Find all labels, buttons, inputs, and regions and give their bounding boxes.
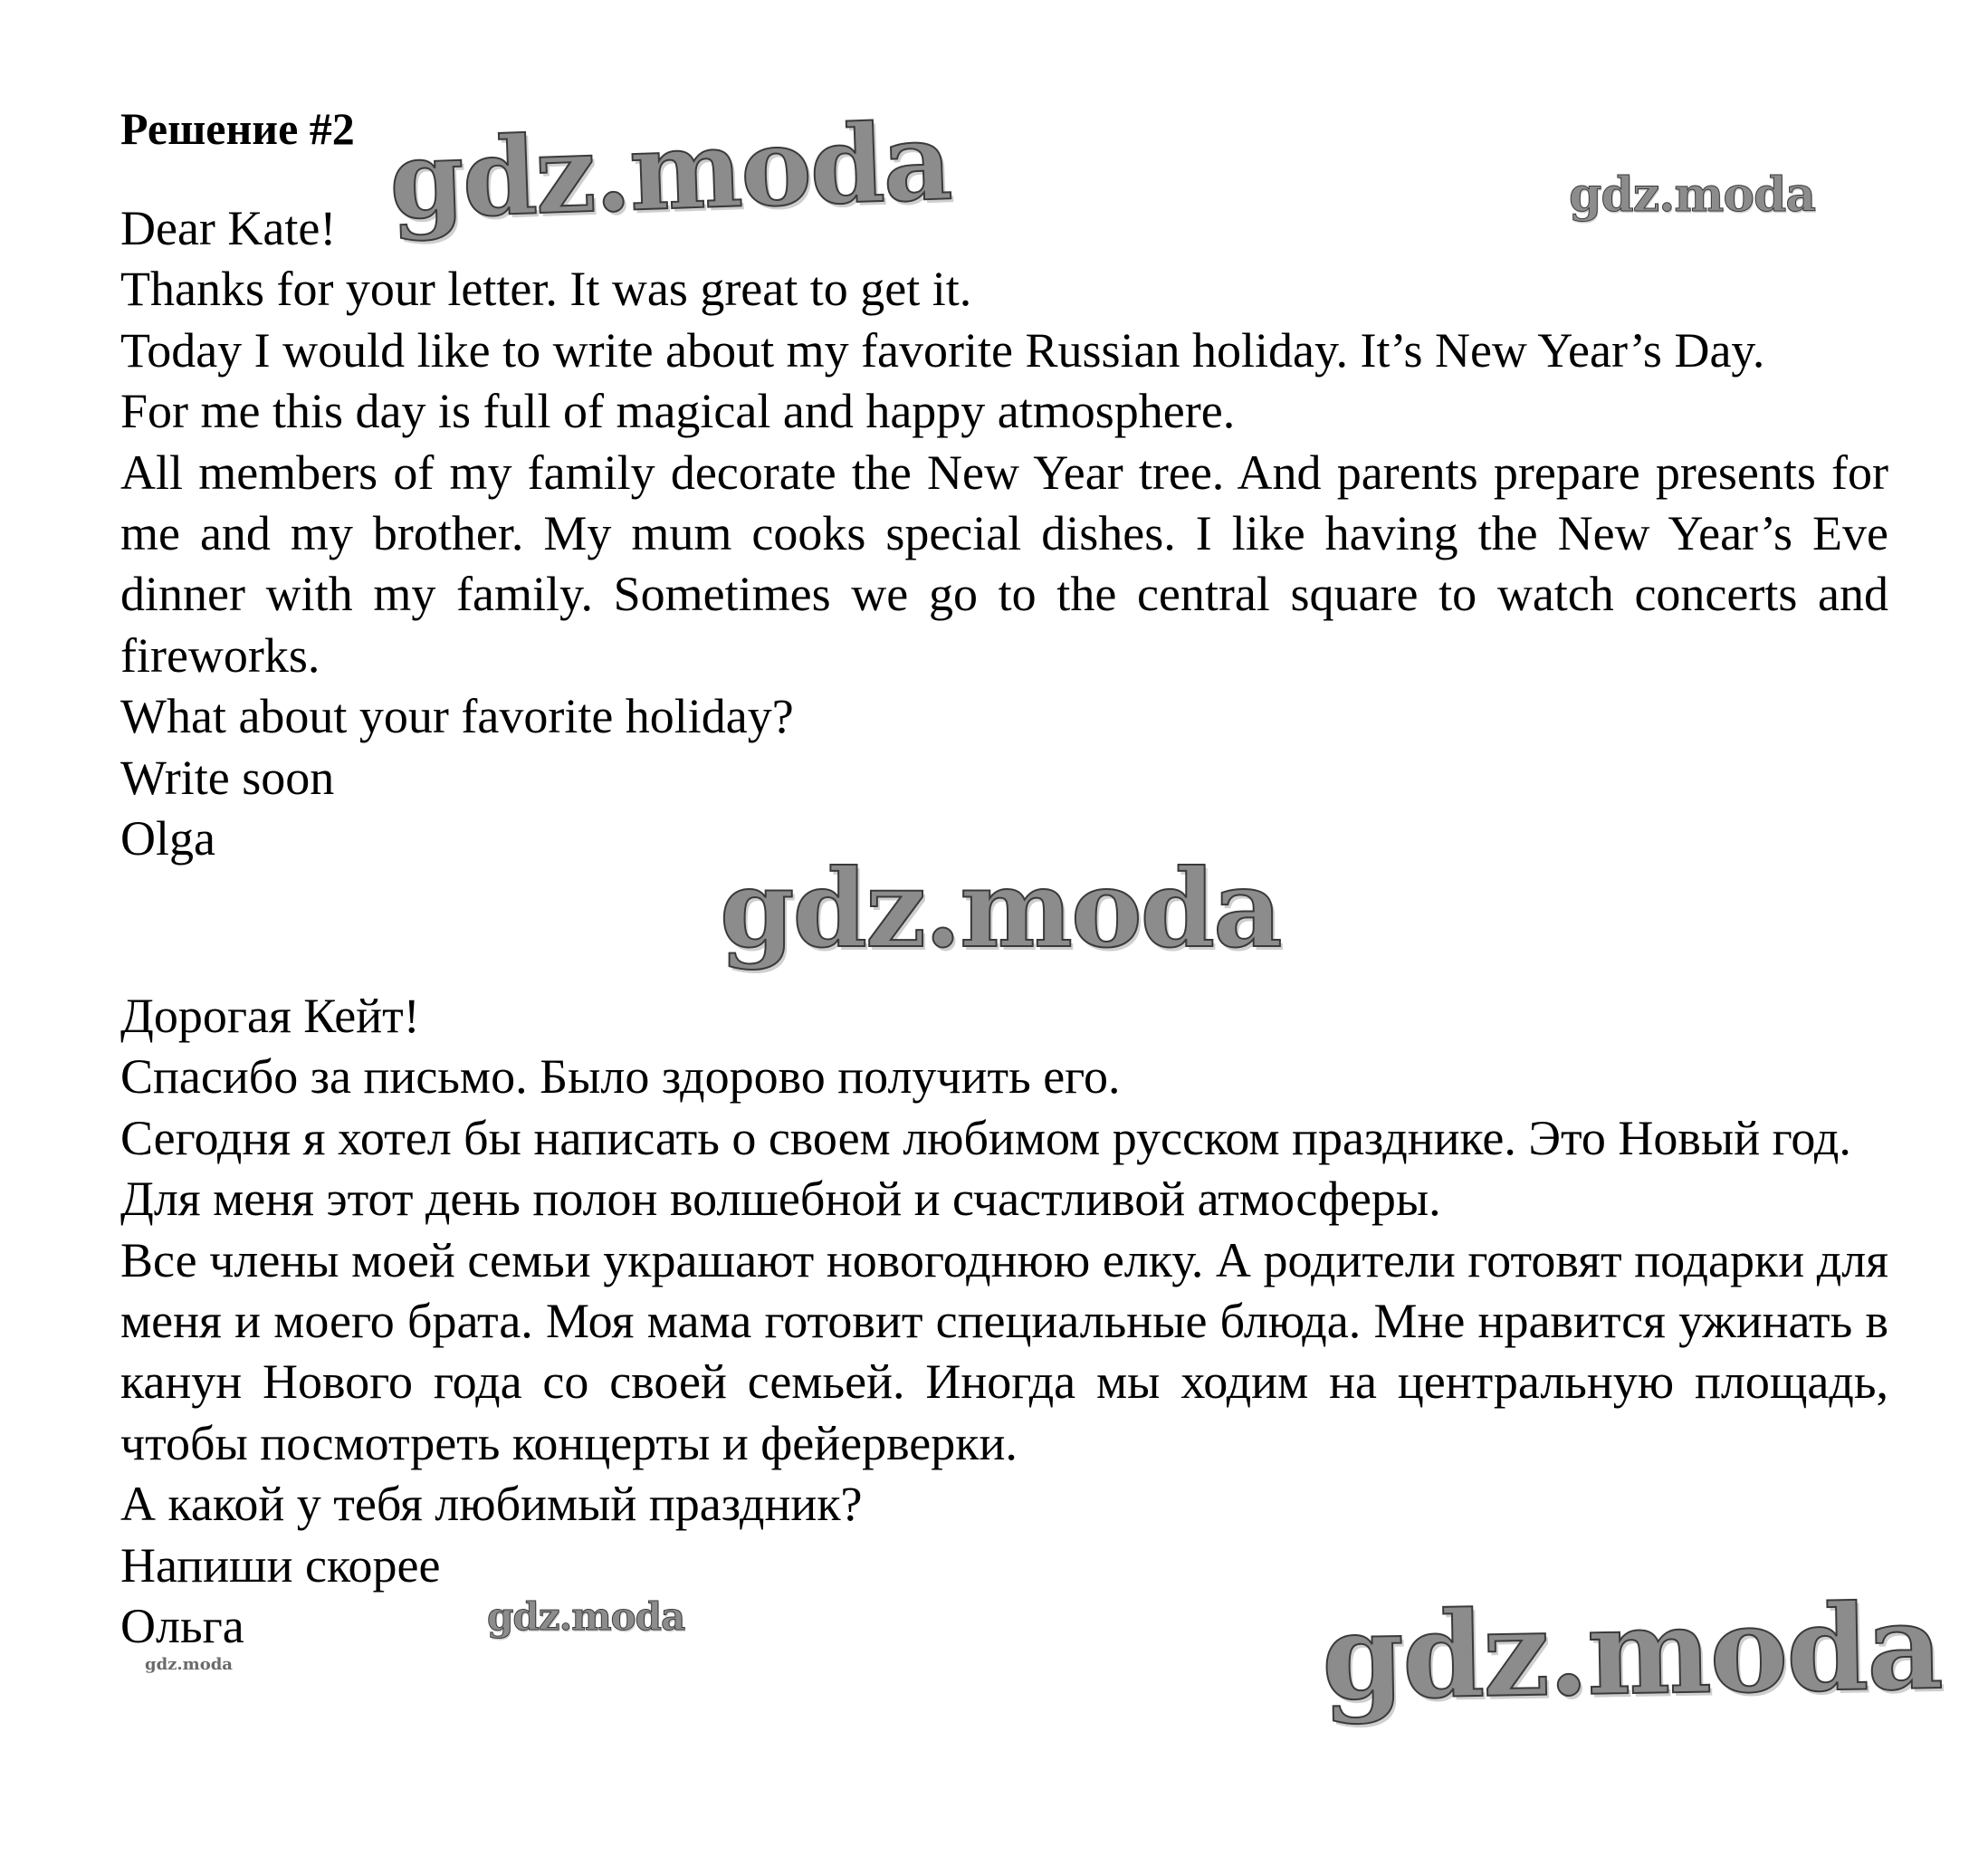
english-greeting: Dear Kate!	[120, 201, 337, 255]
watermark-bottom-right: gdz.moda	[1320, 1577, 1943, 1727]
russian-traditions: Все члены моей семьи украшают новогоднюю елку. А родители готовят подарки для меня и моего брата. Моя мама готовит специальные блюда. Мне нравится ужинать в канун Нового года со своей семьей. Иногда мы ходим на центральную площадь, чтобы посмотреть концерты и фейерверки.	[120, 1232, 1888, 1470]
watermark-tiny: gdz.moda	[145, 1655, 233, 1674]
russian-thanks: Спасибо за письмо. Было здорово получить его.	[120, 1049, 1121, 1105]
english-traditions: All members of my family decorate the New Year tree. And parents prepare presents for me and my brother. My mum cooks special dishes. I like having the New Year’s Eve dinner with my family. Sometimes we go to the central square to watch concerts and fireworks.	[120, 445, 1888, 683]
english-signature: Olga	[120, 811, 215, 866]
russian-feeling: Для меня этот день полон волшебной и счастливой атмосферы.	[120, 1172, 1441, 1227]
russian-greeting: Дорогая Кейт!	[120, 989, 420, 1043]
russian-intro: Сегодня я хотел бы написать о своем любимом русском празднике. Это Новый год.	[120, 1110, 1851, 1165]
english-feeling: For me this day is full of magical and happy atmosphere.	[120, 384, 1236, 439]
watermark-top-right: gdz.moda	[1569, 167, 1816, 223]
english-thanks: Thanks for your letter. It was great to get it.	[120, 262, 972, 317]
watermark-middle: gdz.moda	[720, 846, 1281, 971]
russian-closing: Напиши скорее	[120, 1537, 441, 1593]
solution-heading: Решение #2	[120, 103, 355, 154]
english-intro: Today I would like to write about my favorite Russian holiday. It’s New Year’s Day.	[120, 322, 1765, 378]
russian-question: А какой у тебя любимый праздник?	[120, 1477, 863, 1532]
watermark-bottom-small: gdz.moda	[487, 1594, 685, 1639]
russian-letter	[120, 986, 1888, 1657]
russian-signature: Ольга	[120, 1599, 244, 1654]
watermark-top-large: gdz.moda	[387, 98, 952, 244]
english-letter	[120, 198, 1888, 869]
english-question: What about your favorite holiday?	[120, 689, 794, 744]
english-closing: Write soon	[120, 750, 335, 805]
